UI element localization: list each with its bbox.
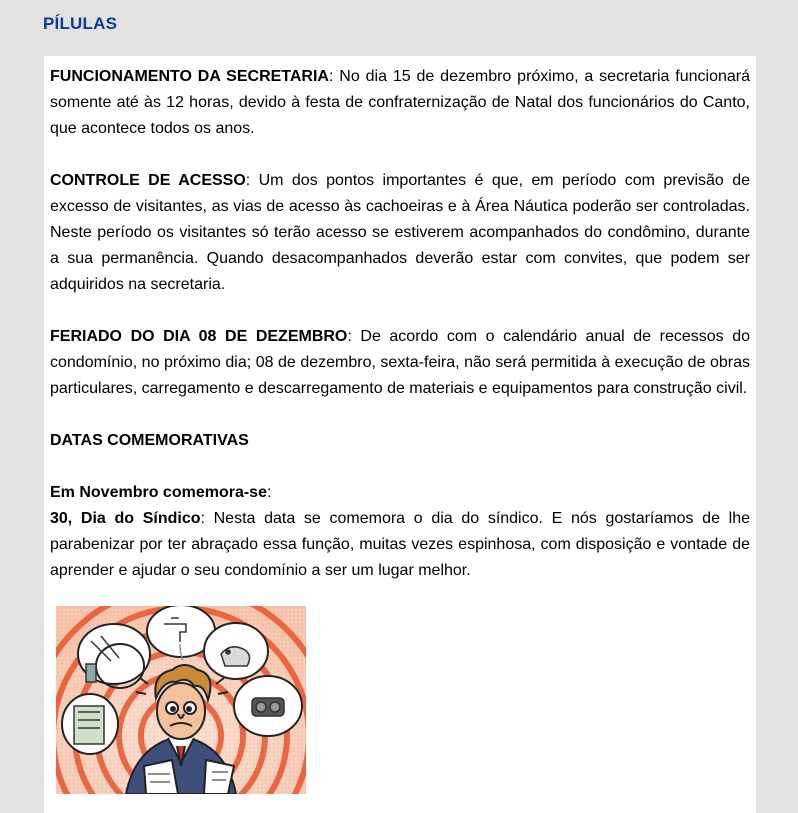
item-heading: FUNCIONAMENTO DA SECRETARIA xyxy=(50,68,329,85)
section-title: PÍLULAS xyxy=(43,14,118,33)
datas-heading: DATAS COMEMORATIVAS xyxy=(50,432,249,449)
month-line xyxy=(50,480,750,506)
item-text: : De acordo com o calendário anual de recessos do condomínio, no próximo dia; 08 de dezembro, sexta-feira, não será permitida à execução de obras particulares, carregamento e descarregamento de materiais e equipamentos para construção civil. xyxy=(50,328,751,397)
item-text: : Um dos pontos importantes é que, em período com previsão de excesso de visitantes, as vias de acesso às cachoeiras e à Área Náutica poderão ser controladas. Neste período os visitantes só terão acesso se estiverem acompanhados do condômino, durante a sua permanência. Quando desacompanhados deverão estar com convites, que podem ser adquiridos na secretaria. xyxy=(50,172,750,293)
event-heading: 30, Dia do Síndico xyxy=(50,510,201,527)
content-panel xyxy=(44,56,756,813)
item-heading: FERIADO DO DIA 08 DE DEZEMBRO xyxy=(50,328,348,345)
event-sindico xyxy=(50,506,750,584)
item-feriado xyxy=(50,324,750,402)
item-text: : No dia 15 de dezembro próximo, a secretaria funcionará somente até às 12 horas, devido à festa de confraternização de Natal dos funcionários do Canto, que acontece todos os anos. xyxy=(50,68,751,137)
event-text: : Nesta data se comemora o dia do síndico. E nós gostaríamos de lhe parabenizar por ter abraçado essa função, muitas vezes espinhosa, com disposição e vontade de aprender e ajudar o seu condomínio a ser um lugar melhor. xyxy=(50,510,750,579)
cartoon-illustration xyxy=(56,606,306,794)
month-heading: Em Novembro comemora-se xyxy=(50,484,267,501)
sindico-cartoon-image xyxy=(56,606,306,794)
month-colon: : xyxy=(266,484,272,501)
item-heading: CONTROLE DE ACESSO xyxy=(50,172,246,189)
item-controle-acesso xyxy=(50,168,750,298)
item-funcionamento xyxy=(50,64,750,142)
